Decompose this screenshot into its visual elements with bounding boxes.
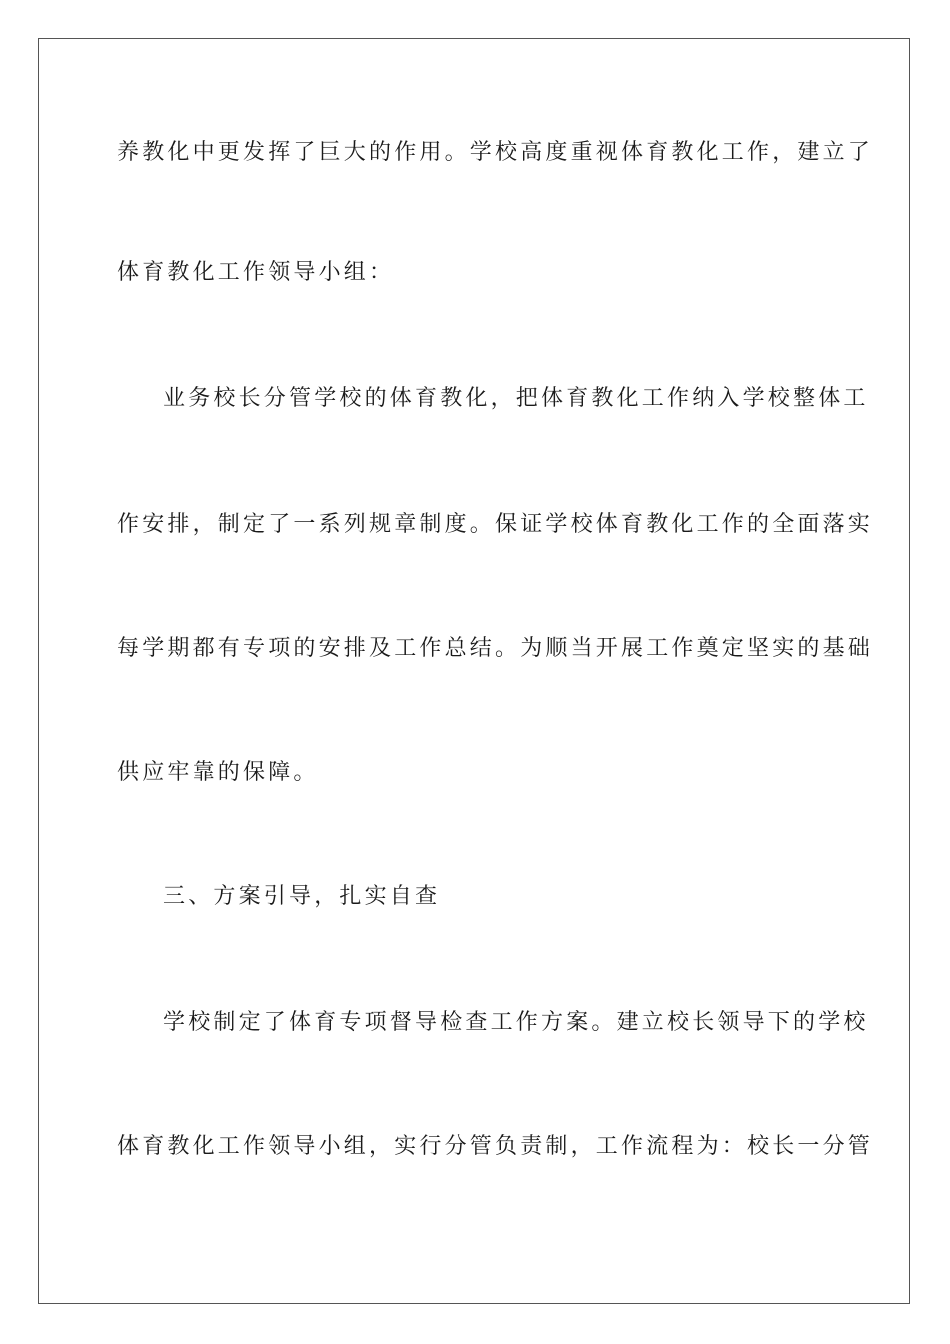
text-line-8: 学校制定了体育专项督导检查工作方案。建立校长领导下的学校	[163, 1010, 869, 1035]
page-frame	[38, 38, 910, 1304]
text-line-5: 每学期都有专项的安排及工作总结。为顺当开展工作奠定坚实的基础	[117, 636, 874, 661]
section-heading: 三、方案引导，扎实自查	[163, 884, 441, 909]
text-line-6: 供应牢靠的保障。	[117, 760, 319, 785]
text-line-2: 体育教化工作领导小组：	[117, 260, 395, 285]
text-line-9: 体育教化工作领导小组，实行分管负责制，工作流程为：校长一分管	[117, 1134, 874, 1159]
text-line-1: 养教化中更发挥了巨大的作用。学校高度重视体育教化工作，建立了	[117, 140, 874, 165]
text-line-3: 业务校长分管学校的体育教化，把体育教化工作纳入学校整体工	[163, 386, 869, 411]
text-line-4: 作安排，制定了一系列规章制度。保证学校体育教化工作的全面落实	[117, 512, 874, 537]
